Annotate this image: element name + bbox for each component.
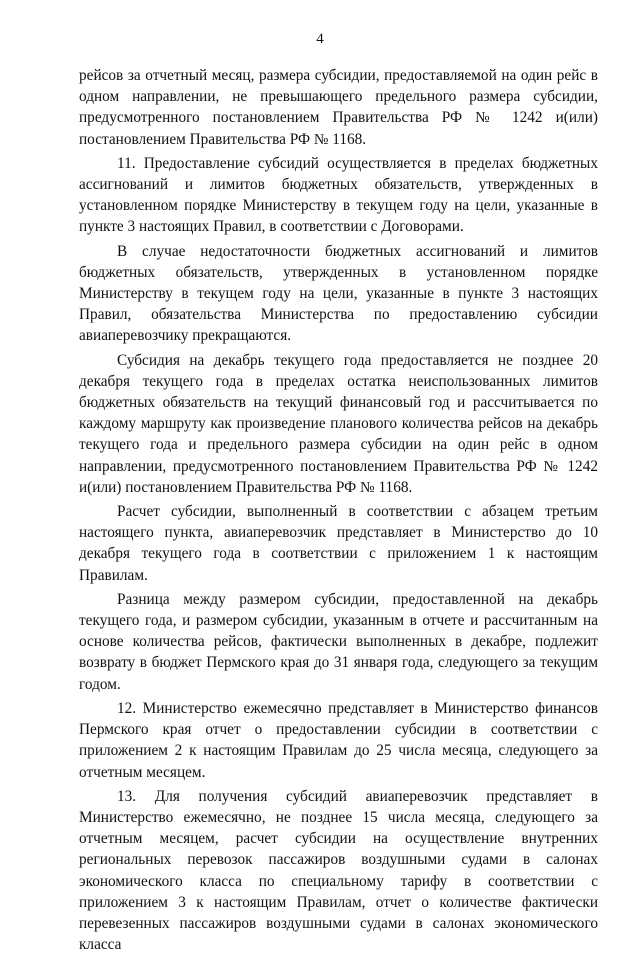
paragraph-item-12: 12. Министерство ежемесячно представляет в Министерство финансов Пермского края отчет о предоставлении субсидии в соответствии с приложением 2 к настоящим Правилам до 25 числа месяца, следующего за отчетным месяцем.: [79, 699, 598, 781]
paragraph-december-subsidy: Субсидия на декабрь текущего года предоставляется не позднее 20 декабря текущего года в пределах остатка неиспользованных лимитов бюджетных обязательств на текущий финансовый год и рассчитывается по каждому маршруту как произведение планового количества рейсов на декабрь текущего года и предельного размера субсидии на один рейс в одном направлении, предусмотренного постановлением Правительства РФ № 1242 и(или) постановлением Правительства РФ № 1168.: [79, 351, 598, 496]
page-number: 4: [316, 31, 324, 47]
paragraph-insufficient-funds: В случае недостаточности бюджетных ассигнований и лимитов бюджетных обязательств, утвержденных в установленном порядке Министерству в текущем году на цели, указанные в пункте 3 настоящих Правил, обязательства Министерства по предоставлению субсидии авиаперевозчику прекращаются.: [79, 242, 598, 345]
paragraph-item-13: 13. Для получения субсидий авиаперевозчик представляет в Министерство ежемесячно, не позднее 15 числа месяца, следующего за отчетным месяцем, расчет субсидии на осуществление внутренних региональных перевозок пассажиров воздушными судами в салонах экономического класса по специальному тарифу в соответствии с приложением 3 к настоящим Правилам, отчет о количестве фактически перевезенных пассажиров воздушными судами в салонах экономического класса: [79, 787, 598, 954]
document-body: [79, 65, 598, 958]
paragraph-difference-refund: Разница между размером субсидии, предоставленной на декабрь текущего года, и размером субсидии, указанным в отчете и рассчитанным на основе количества рейсов, фактически выполненных в декабре, подлежит возврату в бюджет Пермского края до 31 января года, следующего за текущим годом.: [79, 590, 598, 693]
paragraph-subsidy-calculation: Расчет субсидии, выполненный в соответствии с абзацем третьим настоящего пункта, авиаперевозчик представляет в Министерство до 10 декабря текущего года в соответствии с приложением 1 к настоящим Правилам.: [79, 503, 598, 584]
paragraph-continuation: рейсов за отчетный месяц, размера субсидии, предоставляемой на один рейс в одном направлении, не превышающего предельного размера субсидии, предусмотренного постановлением Правительства РФ № 1242 и(или) постановлением Правительства РФ № 1168.: [79, 67, 598, 148]
paragraph-item-11: 11. Предоставление субсидий осуществляется в пределах бюджетных ассигнований и лимитов бюджетных обязательств, утвержденных в установленном порядке Министерству в текущем году на цели, указанные в пункте 3 настоящих Правил, в соответствии с Договорами.: [79, 154, 598, 236]
